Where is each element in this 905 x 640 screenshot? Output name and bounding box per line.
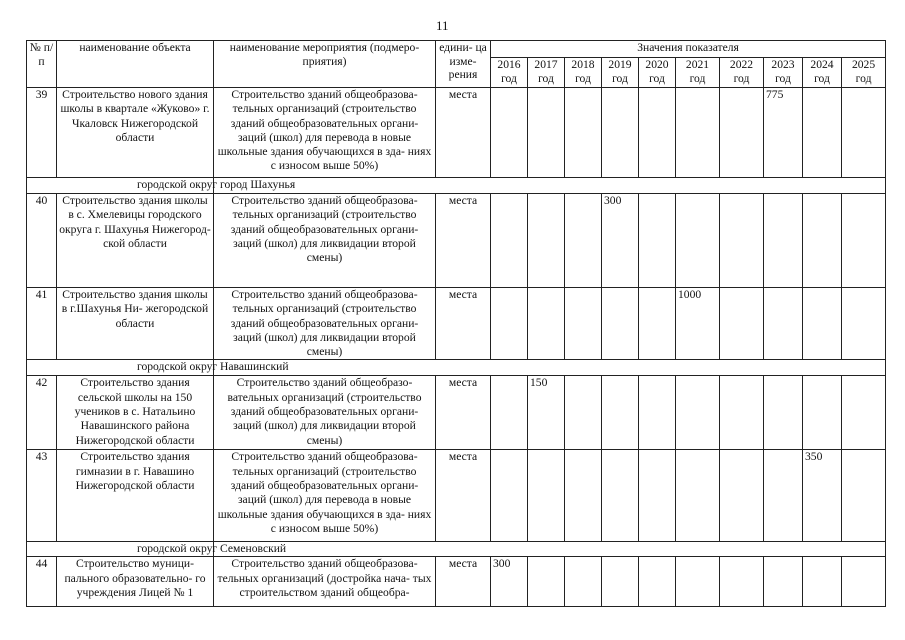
year-value [842,88,886,178]
table-row [27,376,886,450]
year-value [602,376,639,450]
year-value: 300 [602,194,639,288]
unit-cell: места [436,376,491,450]
year-value [764,194,803,288]
section-label: городской округ Навашинский [137,360,289,374]
header-activity: наименование мероприятия (подмеро- приятия) [214,41,436,88]
row-number: 40 [27,194,57,288]
year-value [676,194,720,288]
year-value: 150 [528,376,565,450]
year-value [528,88,565,178]
section-row [27,360,886,376]
year-value [565,288,602,360]
year-value [639,288,676,360]
header-year: 2018 год [565,58,602,88]
indicator-table [26,40,886,607]
year-value [528,288,565,360]
year-value [491,376,528,450]
year-value [491,450,528,542]
table-row [27,288,886,360]
year-value [803,288,842,360]
year-value [842,557,886,607]
year-value: 350 [803,450,842,542]
year-value [842,194,886,288]
year-value [676,557,720,607]
header-year: 2016 год [491,58,528,88]
activity-name: Строительство зданий общеобразова- тельных организаций (строительство зданий общеобразовательных органи- заций (школ) для ликвидации второй смены) [214,194,436,288]
year-value [565,376,602,450]
year-value [720,557,764,607]
row-number: 41 [27,288,57,360]
year-value [676,450,720,542]
year-value: 1000 [676,288,720,360]
activity-name: Строительство зданий общеобразова- тельных организаций (строительство зданий общеобразовательных органи- заций (школ) для перевода в новые школьные здания обучающихся в зда- ниях с износом выше 50%) [214,450,436,542]
year-value [602,88,639,178]
year-value [602,557,639,607]
unit-cell: места [436,288,491,360]
header-year: 2019 год [602,58,639,88]
header-year: 2022 год [720,58,764,88]
year-value [528,557,565,607]
section-row [27,178,886,194]
header-year: 2020 год [639,58,676,88]
header-values: Значения показателя [491,41,886,58]
year-value [491,194,528,288]
year-value [842,450,886,542]
header-year: 2024 год [803,58,842,88]
unit-cell: места [436,194,491,288]
year-value: 300 [491,557,528,607]
year-value [720,288,764,360]
header-unit: едини- ца изме- рения [436,41,491,88]
year-value [842,288,886,360]
year-value [639,557,676,607]
table-row [27,450,886,542]
unit-cell: места [436,557,491,607]
year-value [639,194,676,288]
year-value [720,376,764,450]
header-year: 2017 год [528,58,565,88]
object-name: Строительство здания сельской школы на 150 учеников в с. Натальино Навашинского района Нижегородской области [57,376,214,450]
unit-cell: места [436,88,491,178]
year-value [565,194,602,288]
year-value [676,376,720,450]
year-value [720,194,764,288]
unit-cell: места [436,450,491,542]
row-number: 44 [27,557,57,607]
year-value [602,450,639,542]
year-value [491,88,528,178]
object-name: Строительство здания школы в г.Шахунья Ни- жегородской области [57,288,214,360]
year-value [528,450,565,542]
header-year: 2025 год [842,58,886,88]
object-name: Строительство муници- пального образовательно- го учреждения Лицей № 1 [57,557,214,607]
header-num: № п/п [27,41,57,88]
year-value [764,557,803,607]
row-number: 42 [27,376,57,450]
table-row [27,194,886,288]
table-row [27,88,886,178]
year-value [639,450,676,542]
page-number: 11 [436,18,449,33]
section-row [27,542,886,557]
year-value [491,288,528,360]
year-value [639,376,676,450]
year-value [720,88,764,178]
year-value [565,450,602,542]
year-value [528,194,565,288]
object-name: Строительство здания гимназии в г. Навашино Нижегородской области [57,450,214,542]
year-value [764,376,803,450]
section-label: городской округ город Шахунья [137,178,296,191]
row-number: 39 [27,88,57,178]
activity-name: Строительство зданий общеобразова- тельных организаций (достройка нача- тых строительством зданий общеобра- [214,557,436,607]
header-year: 2023 год [764,58,803,88]
year-value [639,88,676,178]
activity-name: Строительство зданий общеобразо- вательных организаций (строительство зданий общеобразовательных органи- заций (школ) для ликвидации второй смены) [214,376,436,450]
year-value [803,557,842,607]
year-value: 775 [764,88,803,178]
object-name: Строительство здания школы в с. Хмелевицы городского округа г. Шахунья Нижегород- ской области [57,194,214,288]
year-value [720,450,764,542]
header-object: наименование объекта [57,41,214,88]
table-body [27,88,886,607]
header-year: 2021 год [676,58,720,88]
year-value [803,88,842,178]
year-value [565,88,602,178]
table-row [27,557,886,607]
year-value [842,376,886,450]
row-number: 43 [27,450,57,542]
section-label: городской округ Семеновский [137,542,287,556]
year-value [676,88,720,178]
year-value [565,557,602,607]
activity-name: Строительство зданий общеобразова- тельных организаций (строительство зданий общеобразовательных органи- заций (школ) для ликвидации второй смены) [214,288,436,360]
year-value [602,288,639,360]
object-name: Строительство нового здания школы в квартале «Жуково» г. Чкаловск Нижегородской области [57,88,214,178]
year-value [803,194,842,288]
activity-name: Строительство зданий общеобразова- тельных организаций (строительство зданий общеобразовательных органи- заций (школ) для перевода в новые школьные здания обучающихся в зда- ниях с износом выше 50%) [214,88,436,178]
year-value [764,450,803,542]
year-value [803,376,842,450]
year-value [764,288,803,360]
